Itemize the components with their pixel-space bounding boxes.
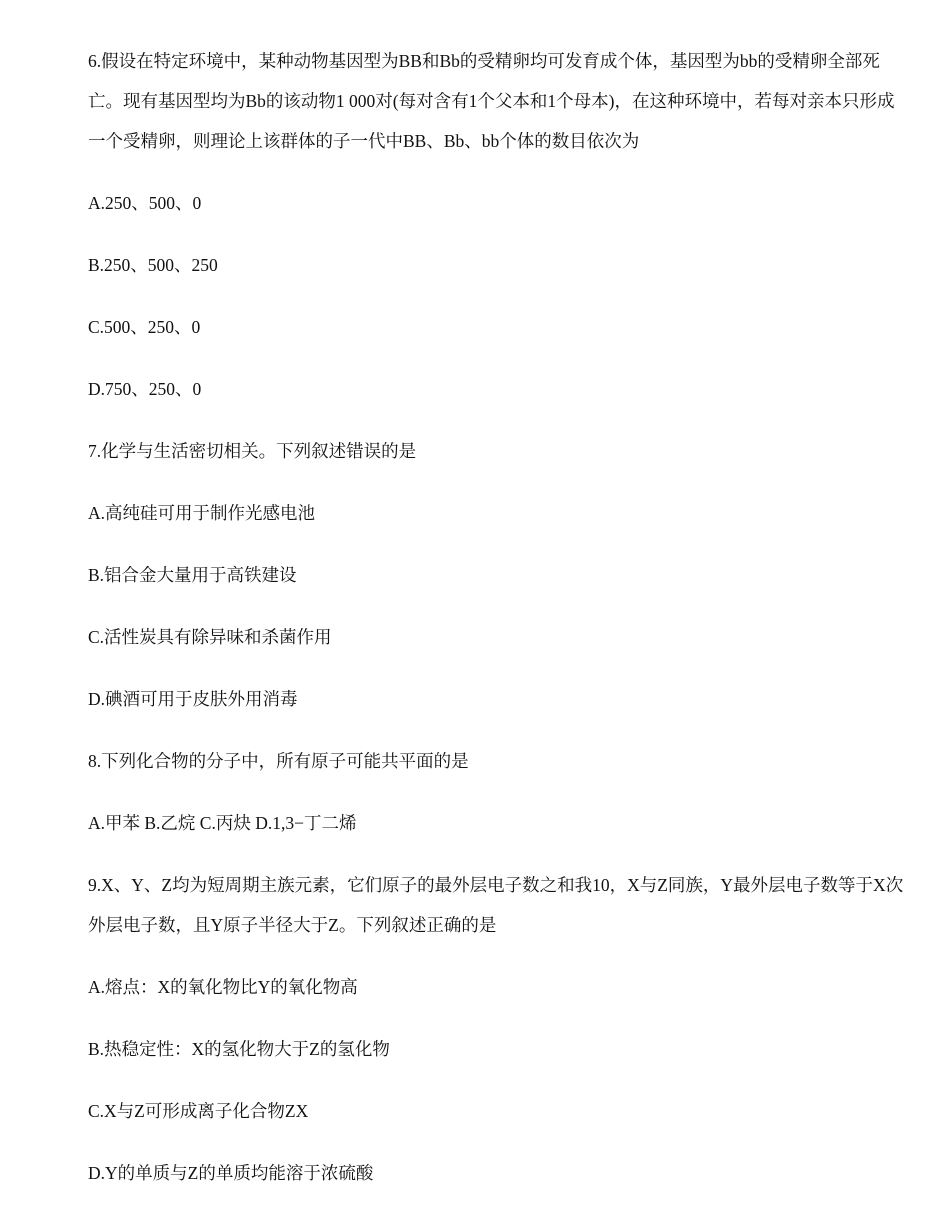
question-9-option-d: D.Y的单质与Z的单质均能溶于浓硫酸 [88,1163,374,1183]
question-8-stem: 8.下列化合物的分子中，所有原子可能共平面的是 [88,751,469,771]
question-7-option-c: C.活性炭具有除异味和杀菌作用 [88,627,332,647]
question-8-options: A.甲苯 B.乙烷 C.丙炔 D.1,3−丁二烯 [88,813,357,833]
question-6-option-d: D.750、250、0 [88,379,202,399]
question-7-stem: 7.化学与生活密切相关。下列叙述错误的是 [88,441,417,461]
question-9-option-a: A.熔点：X的氧化物比Y的氧化物高 [88,977,358,997]
question-6-stem: 6.假设在特定环境中，某种动物基因型为BB和Bb的受精卵均可发育成个体，基因型为bb的受精卵全部死亡。现有基因型均为Bb的该动物1 000对(每对含有1个父本和1个母本)，在这种环境中，若每对亲本只形成一个受精卵，则理论上该群体的子一代中BB、Bb、bb个体的数目依次为 [88,51,895,151]
question-6-option-c: C.500、250、0 [88,317,201,337]
question-9-stem: 9.X、Y、Z均为短周期主族元素，它们原子的最外层电子数之和我10，X与Z同族，Y最外层电子数等于X次外层电子数，且Y原子半径大于Z。下列叙述正确的是 [88,875,904,935]
question-6-option-b: B.250、500、250 [88,255,218,275]
question-7-option-b: B.铝合金大量用于高铁建设 [88,565,297,585]
question-9-option-b: B.热稳定性：X的氢化物大于Z的氢化物 [88,1039,390,1059]
question-9-option-c: C.X与Z可形成离子化合物ZX [88,1101,309,1121]
document-page [88,41,908,1193]
question-7-option-d: D.碘酒可用于皮肤外用消毒 [88,689,298,709]
question-6-option-a: A.250、500、0 [88,193,202,213]
question-7-option-a: A.高纯硅可用于制作光感电池 [88,503,316,523]
